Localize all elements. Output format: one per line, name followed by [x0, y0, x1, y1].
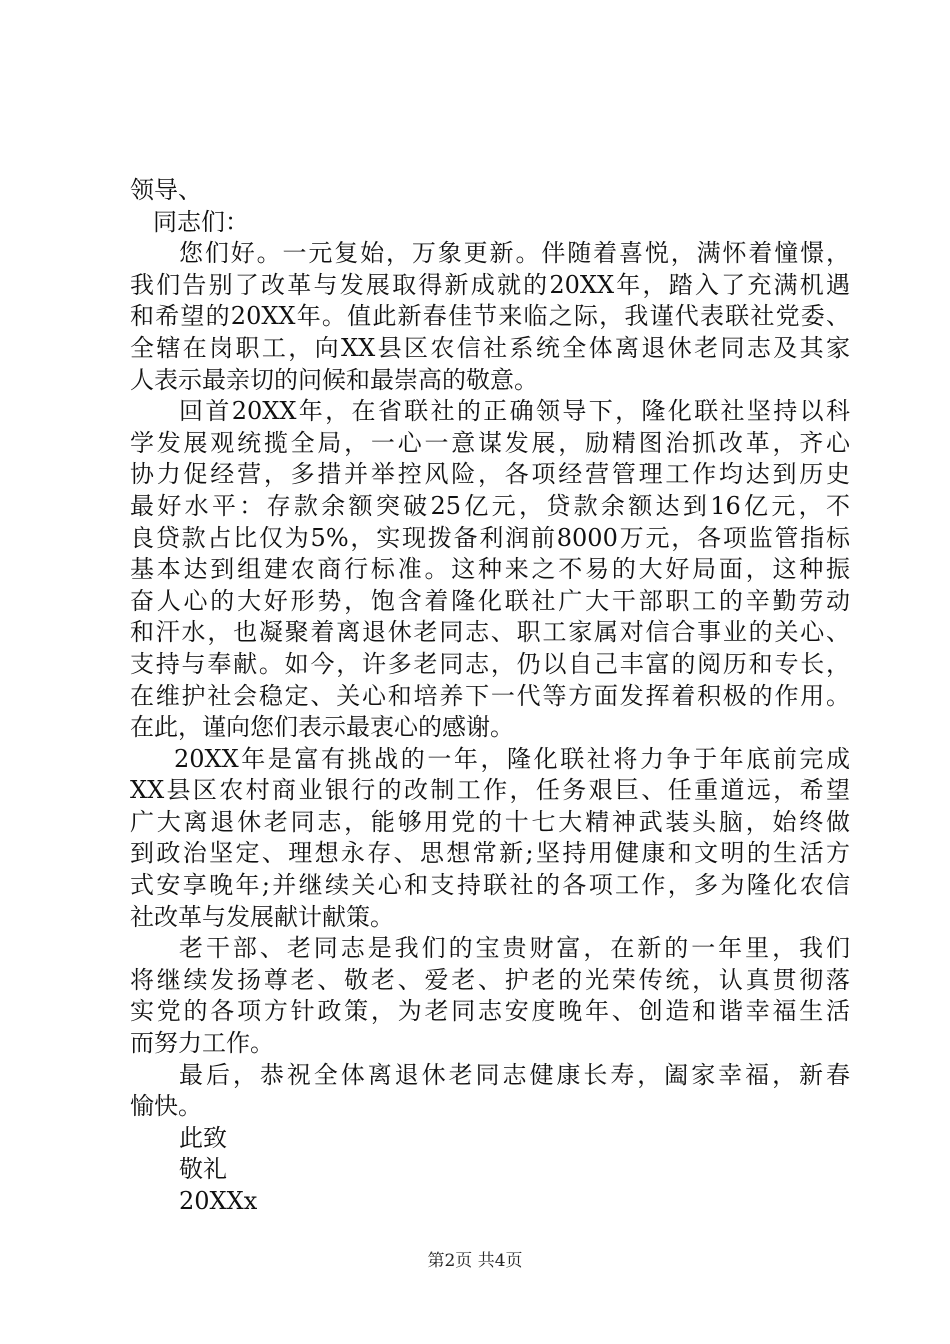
text-line: 到政治坚定、理想永存、思想常新;坚持用健康和文明的生活方: [130, 839, 850, 868]
text-line: 在维护社会稳定、关心和培养下一代等方面发挥着积极的作用。: [130, 681, 850, 710]
text-line: XX县区农村商业银行的改制工作，任务艰巨、任重道远，希望: [130, 776, 850, 805]
text-line: 我们告别了改革与发展取得新成就的20XX年，踏入了充满机遇: [130, 270, 850, 299]
text-line: 回首20XX年，在省联社的正确领导下，隆化联社坚持以科: [179, 397, 850, 426]
text-line: 全辖在岗职工，向XX县区农信社系统全体离退休老同志及其家: [130, 333, 850, 362]
text-line: 学发展观统揽全局，一心一意谋发展，励精图治抓改革，齐心: [130, 428, 850, 457]
text-line: 您们好。一元复始，万象更新。伴随着喜悦，满怀着憧憬，: [179, 239, 850, 268]
text-line: 在此，谨向您们表示最衷心的感谢。: [130, 713, 514, 742]
text-line: 协力促经营，多措并举控风险，各项经营管理工作均达到历史: [130, 460, 850, 489]
paragraph-outlook: [130, 744, 850, 934]
text-line: 式安享晚年;并继续关心和支持联社的各项工作，多为隆化农信: [130, 871, 850, 900]
text-line: 良贷款占比仅为5%，实现拨备利润前8000万元，各项监管指标: [130, 523, 850, 552]
text-line: 愉快。: [130, 1092, 202, 1121]
text-line: 而努力工作。: [130, 1029, 274, 1058]
page-number: 第2页 共4页: [427, 1251, 523, 1271]
paragraph-greeting: [130, 238, 850, 396]
paragraph-review: [130, 396, 850, 744]
text-line: 奋人心的大好形势，饱含着隆化联社广大干部职工的辛勤劳动: [130, 586, 850, 615]
text-line: 最后，恭祝全体离退休老同志健康长寿，阖家幸福，新春: [179, 1060, 850, 1089]
text-line: 实党的各项方针政策，为老同志安度晚年、创造和谐幸福生活: [130, 997, 850, 1026]
letter-date: 20XXx: [179, 1187, 258, 1215]
text-line: 最好水平：存款余额突破25亿元，贷款余额达到16亿元，不: [130, 491, 850, 520]
text-line: 20XX年是富有挑战的一年，隆化联社将力争于年底前完成: [174, 744, 850, 773]
text-line: 和希望的20XX年。值此新春佳节来临之际，我谨代表联社党委、: [130, 302, 850, 331]
text-line: 人表示最亲切的问候和最崇高的敬意。: [130, 365, 538, 394]
salutation-leaders: 领导、: [130, 176, 202, 204]
text-line: 社改革与发展献计献策。: [130, 902, 394, 931]
closing-regards: 此致: [179, 1123, 227, 1152]
paragraph-wishes: [130, 1060, 850, 1123]
text-line: 将继续发扬尊老、敬老、爱老、护老的光荣传统，认真贯彻落: [130, 965, 850, 994]
text-line: 支持与奉献。如今，许多老同志，仍以自己丰富的阅历和专长，: [130, 649, 850, 678]
text-line: 老干部、老同志是我们的宝贵财富，在新的一年里，我们: [179, 934, 850, 963]
salutation-comrades: 同志们：: [153, 207, 249, 236]
paragraph-commitment: [130, 933, 850, 1059]
letter-body: [130, 175, 850, 1218]
text-line: 和汗水，也凝聚着离退休老同志、职工家属对信合事业的关心、: [130, 618, 850, 647]
text-line: 基本达到组建农商行标准。这种来之不易的大好局面，这种振: [130, 555, 850, 584]
closing-salute: 敬礼: [179, 1155, 227, 1184]
text-line: 广大离退休老同志，能够用党的十七大精神武装头脑，始终做: [130, 807, 850, 836]
